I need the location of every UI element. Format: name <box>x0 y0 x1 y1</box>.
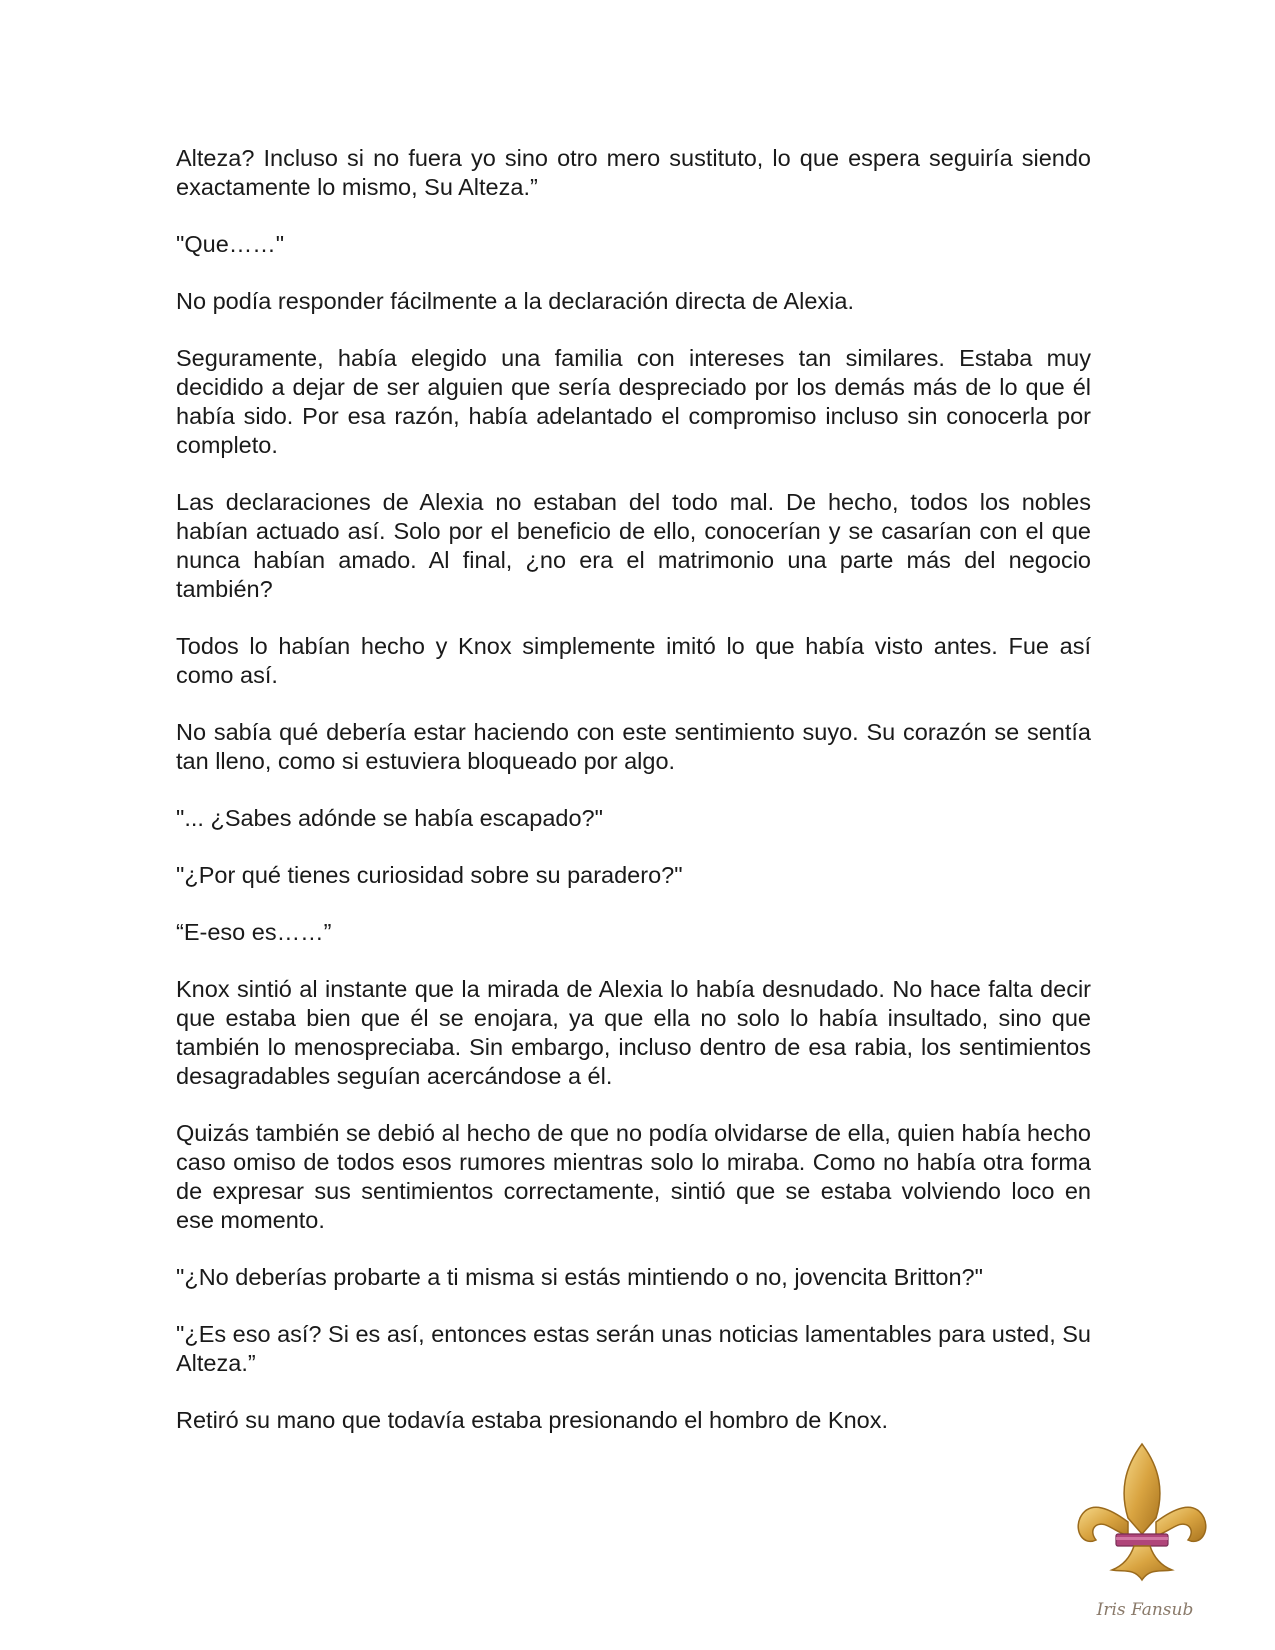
paragraph: Todos lo habían hecho y Knox simplemente imitó lo que había visto antes. Fue así como así. <box>176 633 1091 688</box>
paragraph: Las declaraciones de Alexia no estaban del todo mal. De hecho, todos los nobles habían actuado así. Solo por el beneficio de ello, conocerían y se casarían con el que nunca habían amado. Al final, ¿no era el matrimonio una parte más del negocio también? <box>176 489 1091 602</box>
paragraph: Quizás también se debió al hecho de que no podía olvidarse de ella, quien había hecho caso omiso de todos esos rumores mientras solo lo miraba. Como no había otra forma de expresar sus sentimientos correctamente, sintió que se estaba volviendo loco en ese momento. <box>176 1120 1091 1233</box>
paragraph: "¿Es eso así? Si es así, entonces estas serán unas noticias lamentables para usted, Su Alteza.” <box>176 1321 1091 1376</box>
watermark-text: Iris Fansub <box>1096 1600 1194 1620</box>
paragraph: No podía responder fácilmente a la declaración directa de Alexia. <box>176 288 854 314</box>
fleur-de-lis-icon <box>1072 1440 1212 1590</box>
paragraph: "¿Por qué tienes curiosidad sobre su paradero?" <box>176 862 683 888</box>
paragraph: “E-eso es……” <box>176 919 332 945</box>
paragraph: Seguramente, había elegido una familia con intereses tan similares. Estaba muy decidido a dejar de ser alguien que sería despreciado por los demás más de lo que él había sido. Por esa razón, había adelantado el compromiso incluso sin conocerla por completo. <box>176 345 1091 458</box>
paragraph: "... ¿Sabes adónde se había escapado?" <box>176 805 603 831</box>
paragraph: "¿No deberías probarte a ti misma si estás mintiendo o no, jovencita Britton?" <box>176 1264 983 1290</box>
paragraph: Alteza? Incluso si no fuera yo sino otro mero sustituto, lo que espera seguiría siendo exactamente lo mismo, Su Alteza.” <box>176 145 1091 200</box>
paragraph: No sabía qué debería estar haciendo con este sentimiento suyo. Su corazón se sentía tan lleno, como si estuviera bloqueado por algo. <box>176 719 1091 774</box>
paragraph: Retiró su mano que todavía estaba presionando el hombro de Knox. <box>176 1407 888 1433</box>
paragraph: "Que……" <box>176 231 285 257</box>
body-text <box>176 144 1091 1463</box>
paragraph: Knox sintió al instante que la mirada de Alexia lo había desnudado. No hace falta decir que estaba bien que él se enojara, ya que ella no solo lo había insultado, sino que también lo menospreciaba. Sin embargo, incluso dentro de esa rabia, los sentimientos desagradables seguían acercándose a él. <box>176 976 1091 1089</box>
